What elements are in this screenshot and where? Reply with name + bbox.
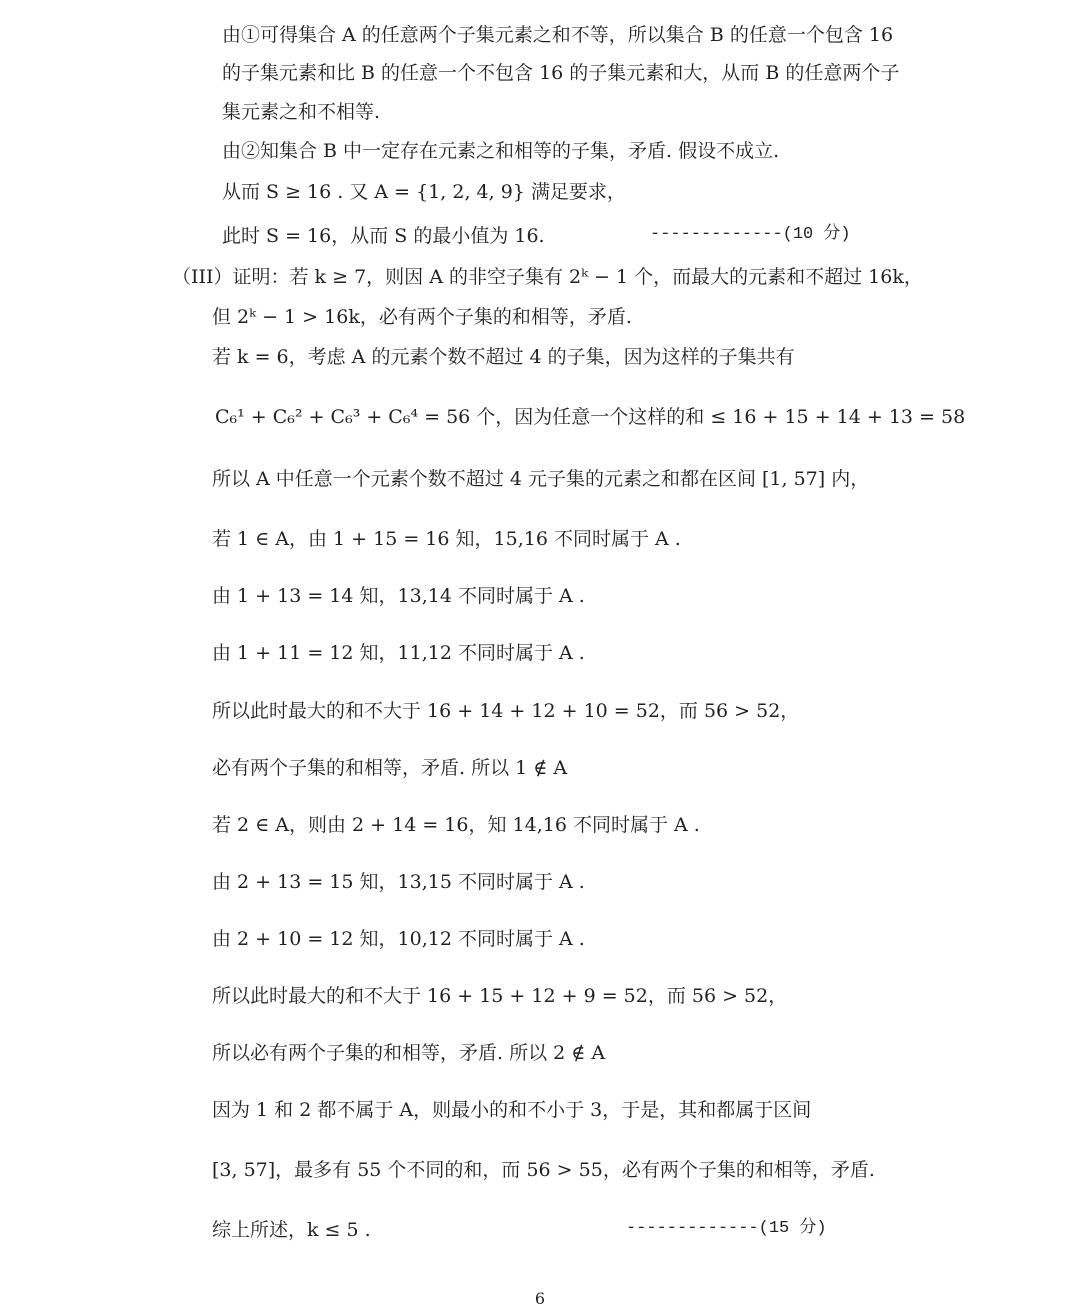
text-line: 此时 S = 16，从而 S 的最小值为 16.: [222, 225, 545, 247]
text-line: 的子集元素和比 B 的任意一个不包含 16 的子集元素和大，从而 B 的任意两个子: [222, 62, 900, 84]
score-mark-15: -------------(15 分): [626, 1219, 827, 1238]
text-line: 由①可得集合 A 的任意两个子集元素之和不等，所以集合 B 的任意一个包含 16: [222, 24, 894, 46]
text-line: 由②知集合 B 中一定存在元素之和相等的子集，矛盾. 假设不成立.: [222, 140, 780, 162]
text-line: 由 1 + 13 = 14 知，13,14 不同时属于 A .: [212, 585, 585, 607]
text-line: 若 k = 6，考虑 A 的元素个数不超过 4 的子集，因为这样的子集共有: [212, 346, 795, 368]
text-line: 集元素之和不相等.: [222, 101, 381, 123]
text-line: [3, 57]，最多有 55 个不同的和，而 56 > 55，必有两个子集的和相等，矛盾.: [212, 1159, 875, 1181]
combination-formula: C₆¹ + C₆² + C₆³ + C₆⁴ = 56 个，因为任意一个这样的和 ≤ 16 + 15 + 14 + 13 = 58: [215, 406, 966, 428]
score-mark-10: -------------(10 分): [650, 225, 851, 244]
page-number: 6: [534, 1289, 546, 1308]
text-line: 因为 1 和 2 都不属于 A，则最小的和不小于 3，于是，其和都属于区间: [212, 1099, 812, 1121]
text-line: 所以 A 中任意一个元素个数不超过 4 元子集的元素之和都在区间 [1, 57] 内，: [212, 468, 870, 490]
text-line: 所以此时最大的和不大于 16 + 14 + 12 + 10 = 52，而 56 > 52，: [212, 700, 800, 722]
text-line: 所以必有两个子集的和相等，矛盾. 所以 2 ∉ A: [212, 1042, 606, 1064]
text-line: 由 2 + 13 = 15 知，13,15 不同时属于 A .: [212, 871, 585, 893]
text-line: 由 2 + 10 = 12 知，10,12 不同时属于 A .: [212, 928, 585, 950]
section-iii-heading: （III）证明：若 k ≥ 7，则因 A 的非空子集有 2ᵏ − 1 个，而最大的元素和不超过 16k，: [172, 266, 923, 288]
text-line: 必有两个子集的和相等，矛盾. 所以 1 ∉ A: [212, 757, 568, 779]
text-line: 从而 S ≥ 16 . 又 A = {1, 2, 4, 9} 满足要求，: [222, 181, 626, 203]
text-line: 但 2ᵏ − 1 > 16k，必有两个子集的和相等，矛盾.: [212, 306, 632, 328]
text-line: 若 1 ∈ A，由 1 + 15 = 16 知，15,16 不同时属于 A .: [212, 528, 681, 550]
text-line: 所以此时最大的和不大于 16 + 15 + 12 + 9 = 52，而 56 > 52，: [212, 985, 788, 1007]
text-line: 由 1 + 11 = 12 知，11,12 不同时属于 A .: [212, 642, 585, 664]
conclusion-line: 综上所述，k ≤ 5 .: [212, 1219, 371, 1241]
text-line: 若 2 ∈ A，则由 2 + 14 = 16，知 14,16 不同时属于 A .: [212, 814, 700, 836]
